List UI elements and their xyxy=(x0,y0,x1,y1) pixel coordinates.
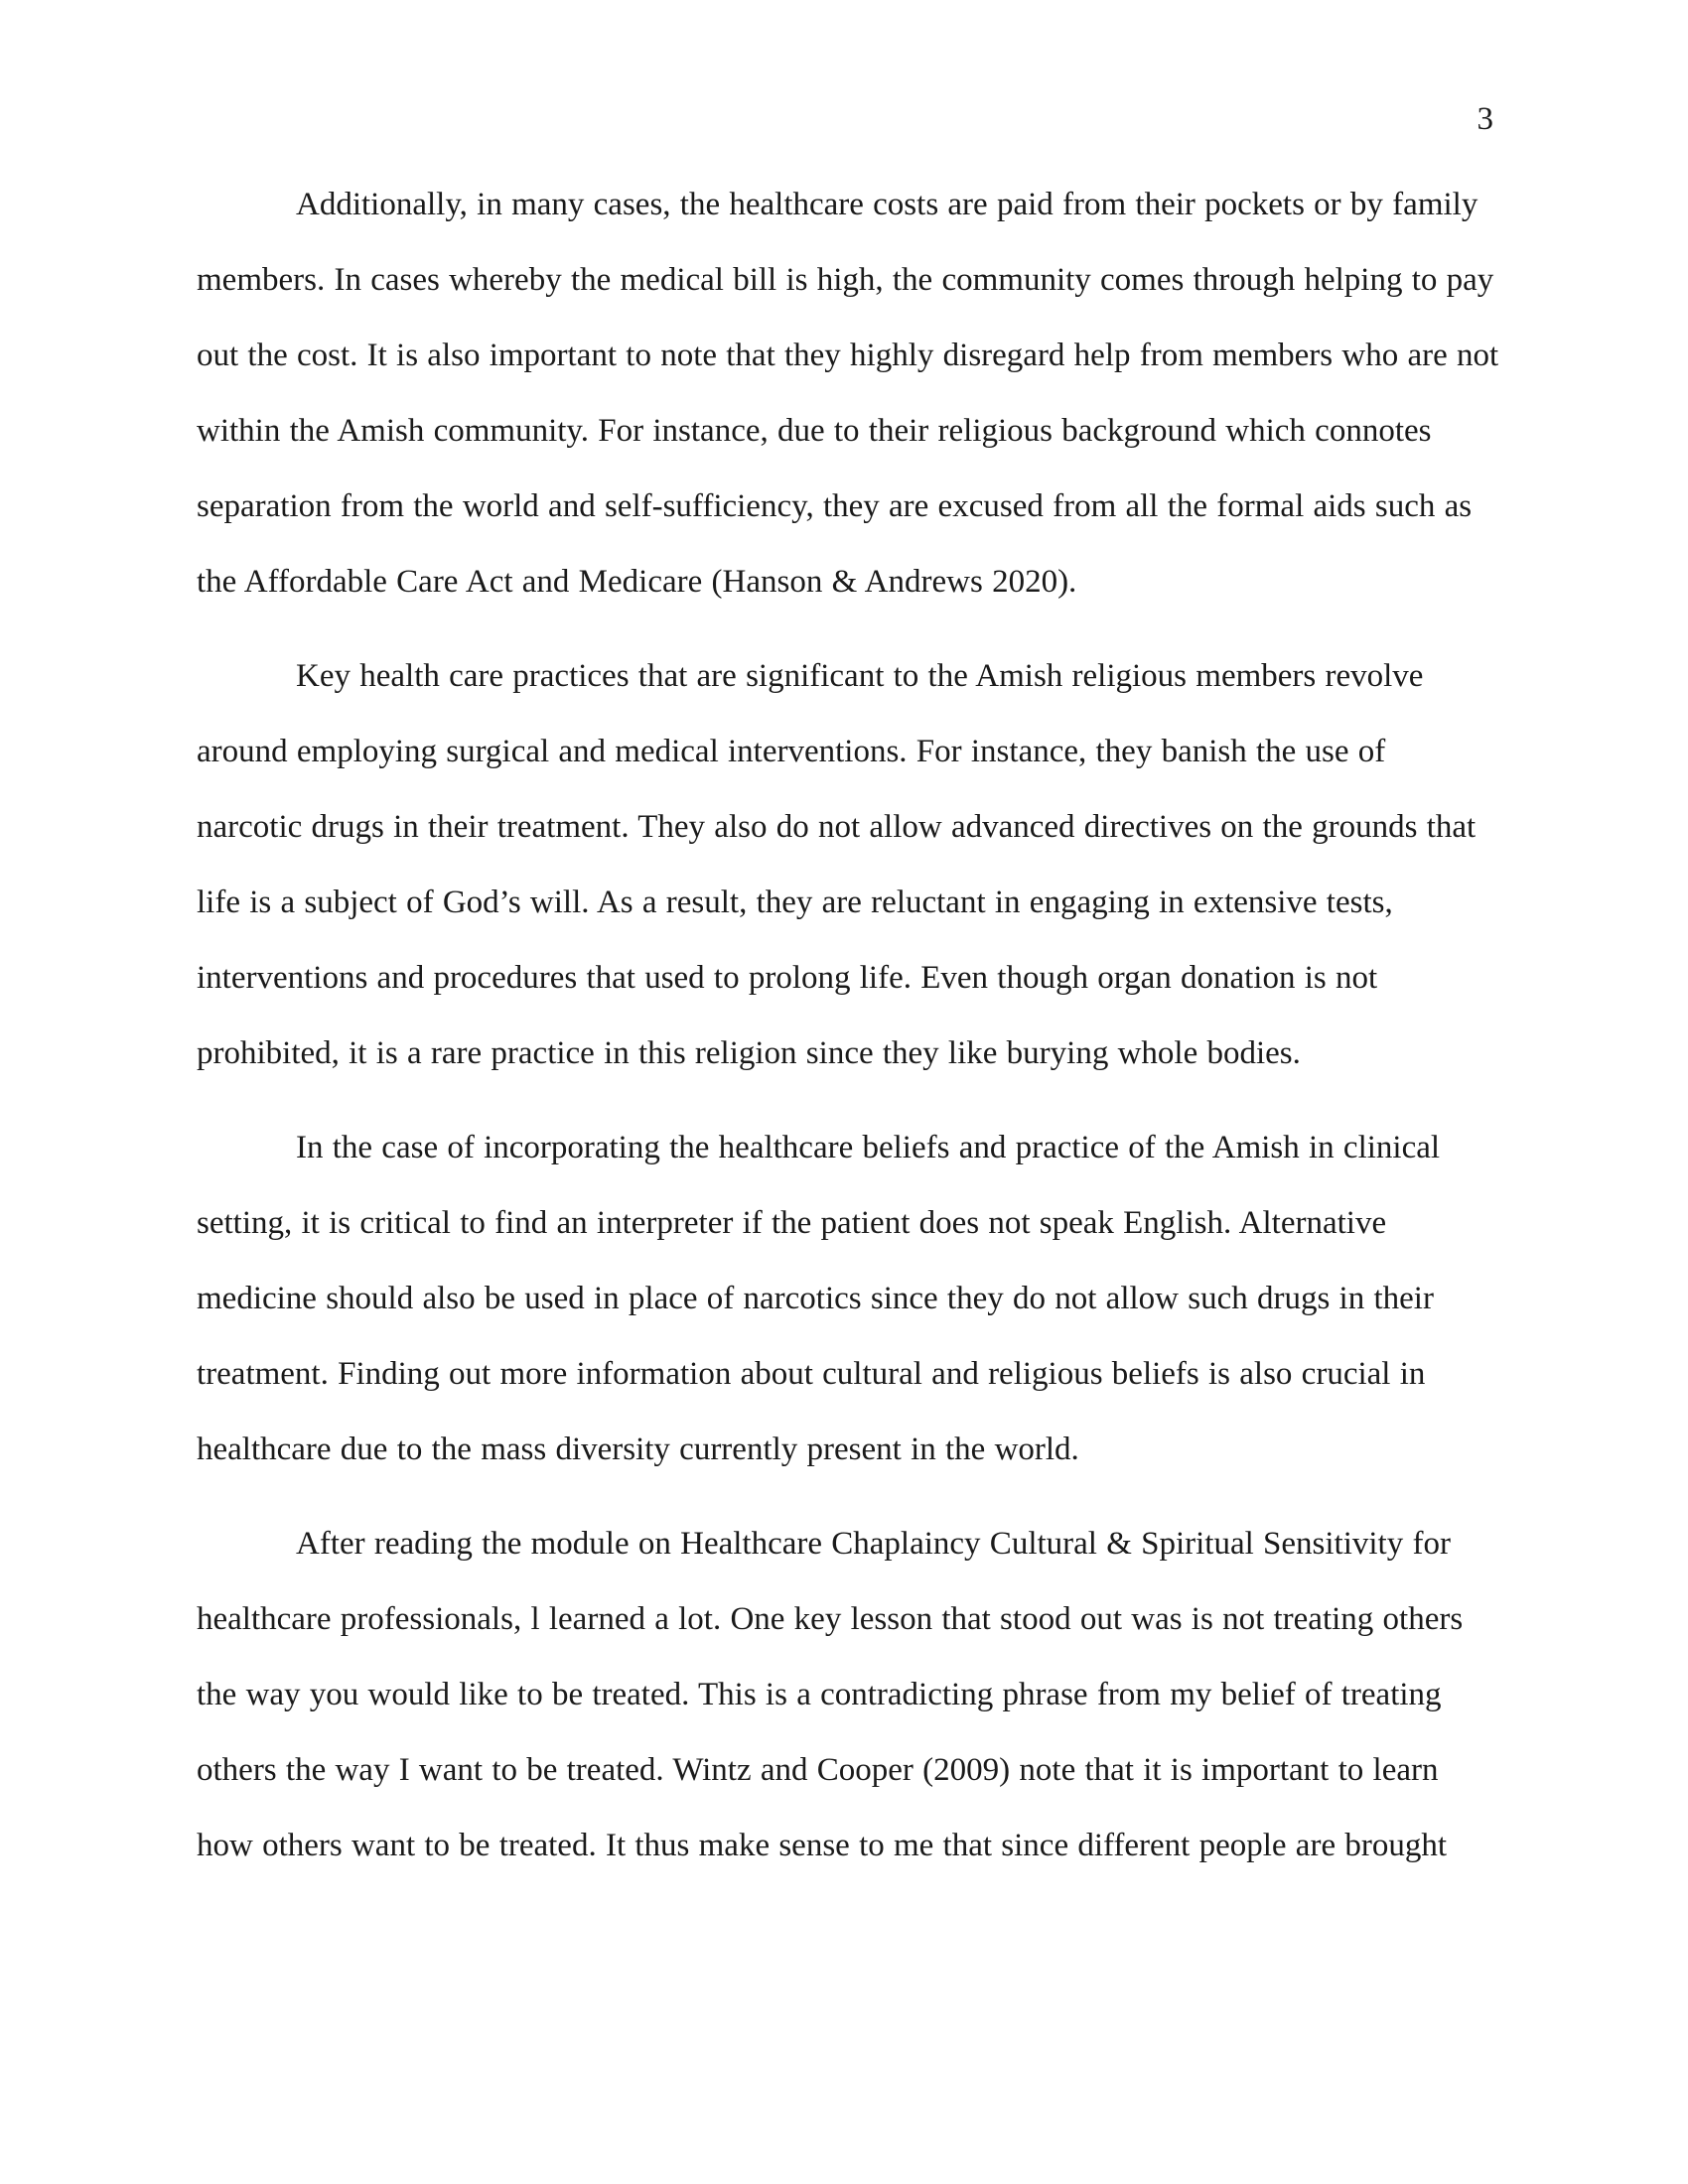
paragraph: Additionally, in many cases, the healthcare costs are paid from their pockets or by family members. In cases whereby the medical bill is high, the community comes through helping to pay out the cost. It is also important to note that they highly disregard help from members who are not within the Amish community. For instance, due to their religious background which connotes separation from the world and self-sufficiency, they are excused from all the formal aids such as the Affordable Care Act and Medicare (Hanson & Andrews 2020). xyxy=(197,187,1499,600)
paragraph: Key health care practices that are significant to the Amish religious members revolve around employing surgical and medical interventions. For instance, they banish the use of narcotic drugs in their treatment. They also do not allow advanced directives on the grounds that life is a subject of God’s will. As a result, they are reluctant in engaging in extensive tests, interventions and procedures that used to prolong life. Even though organ donation is not prohibited, it is a rare practice in this religion since they like burying whole bodies. xyxy=(197,658,1477,1071)
paragraph: After reading the module on Healthcare Chaplaincy Cultural & Spiritual Sensitivity for healthcare professionals, l learned a lot. One key lesson that stood out was is not treating others the way you would like to be treated. This is a contradicting phrase from my belief of treating others the way I want to be treated. Wintz and Cooper (2009) note that it is important to learn how others want to be treated. It thus make sense to me that since different people are brought xyxy=(197,1526,1464,1863)
document-body xyxy=(197,167,1499,1902)
paragraph: In the case of incorporating the healthcare beliefs and practice of the Amish in clinical setting, it is critical to find an interpreter if the patient does not speak English. Alternative medicine should also be used in place of narcotics since they do not allow such drugs in their treatment. Finding out more information about cultural and religious beliefs is also crucial in healthcare due to the mass diversity currently present in the world. xyxy=(197,1130,1441,1467)
page-number: 3 xyxy=(1477,101,1493,137)
